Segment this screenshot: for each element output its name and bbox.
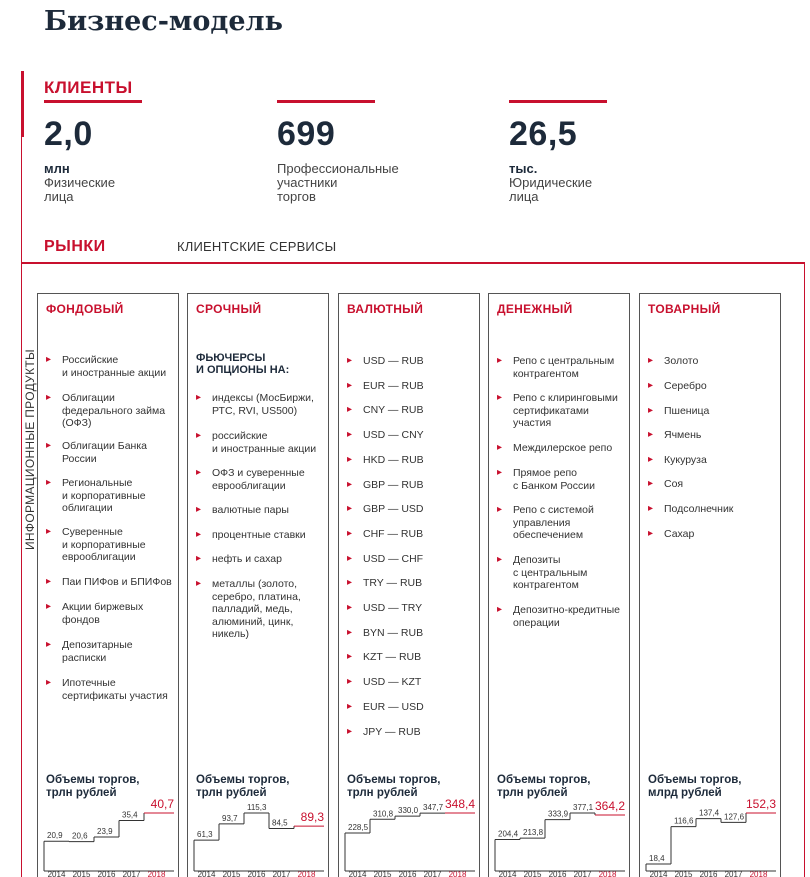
market-title: СРОЧНЫЙ	[196, 302, 262, 316]
list-item: ▸ Ипотечные сертификаты участия	[46, 677, 174, 702]
year-label: 2017	[122, 870, 141, 877]
market-title: ФОНДОВЫЙ	[46, 302, 124, 316]
value-label: 348,4	[444, 797, 475, 811]
list-item: ▸ индексы (МосБиржи, РТС, RVI, US500)	[196, 392, 324, 417]
volume-label: Объемы торгов, трлн рублей	[347, 774, 441, 799]
stat-label: Физические лица	[44, 175, 116, 204]
value-label: 347,7	[423, 803, 444, 813]
year-label: 2016	[398, 870, 417, 877]
value-label: 213,8	[523, 828, 544, 838]
year-label: 2018	[147, 870, 166, 877]
value-label: 20,6	[72, 831, 88, 841]
market-subhead: ФЬЮЧЕРСЫ И ОПЦИОНЫ НА:	[196, 352, 290, 376]
list-item: ▸ Соя	[648, 478, 776, 491]
list-item: ▸ Российские и иностранные акции	[46, 354, 174, 379]
value-label: 23,9	[97, 826, 113, 836]
list-item: ▸ Паи ПИФов и БПИФов	[46, 576, 174, 589]
market-column	[37, 293, 179, 877]
volume-label: Объемы торгов, трлн рублей	[196, 774, 290, 799]
volume-label: Объемы торгов, трлн рублей	[46, 774, 140, 799]
volume-chart	[489, 780, 631, 877]
volume-chart	[339, 780, 481, 877]
stat-value: 26,5	[509, 115, 578, 153]
list-item: ▸ HKD — RUB	[347, 454, 475, 467]
year-label: 2017	[724, 870, 743, 877]
value-label: 35,4	[122, 810, 138, 820]
list-item: ▸ Серебро	[648, 380, 776, 393]
list-item: ▸ Репо с центральным контрагентом	[497, 355, 625, 380]
list-item: ▸ Репо с клиринговыми сертификатами участия	[497, 392, 625, 430]
list-item: ▸ USD — RUB	[347, 355, 475, 368]
stat-label: Профессиональные участники торгов	[277, 161, 399, 204]
stat-value: 699	[277, 115, 336, 153]
tab-client-services[interactable]: КЛИЕНТСКИЕ СЕРВИСЫ	[177, 239, 337, 254]
value-label: 18,4	[649, 853, 665, 863]
list-item: ▸ Подсолнечник	[648, 503, 776, 516]
year-label: 2017	[423, 870, 442, 877]
stat-label: Юридические лица	[509, 175, 593, 204]
year-label: 2014	[348, 870, 367, 877]
list-item: ▸ Сахар	[648, 528, 776, 541]
list-item: ▸ металлы (золото, серебро, платина, палладий, медь, алюминий, цинк, никель)	[196, 578, 324, 641]
year-label: 2018	[598, 870, 617, 877]
market-title: ДЕНЕЖНЫЙ	[497, 302, 573, 316]
value-label: 61,3	[197, 830, 213, 840]
year-label: 2014	[47, 870, 66, 877]
left-border-line	[21, 137, 22, 877]
year-label: 2018	[448, 870, 467, 877]
value-label: 204,4	[498, 829, 519, 839]
list-item: ▸ Депозитарные расписки	[46, 639, 174, 664]
value-label: 116,6	[674, 816, 694, 826]
stat-unit: тыс.	[509, 161, 538, 176]
stat-individuals	[44, 114, 115, 204]
year-label: 2015	[72, 870, 91, 877]
value-label: 364,2	[594, 798, 625, 813]
year-label: 2018	[297, 870, 316, 877]
list-item: ▸ Региональные и корпоративные облигации	[46, 477, 174, 515]
tab-markets[interactable]: РЫНКИ	[44, 238, 106, 255]
year-label: 2015	[674, 870, 693, 877]
year-label: 2014	[649, 870, 668, 877]
list-item: ▸ GBP — USD	[347, 503, 475, 516]
year-label: 2015	[373, 870, 392, 877]
value-label: 333,9	[548, 809, 569, 819]
list-item: ▸ нефть и сахар	[196, 553, 324, 566]
value-label: 228,5	[348, 822, 369, 832]
year-label: 2017	[573, 870, 592, 877]
value-label: 93,7	[222, 813, 238, 823]
list-item: ▸ GBP — RUB	[347, 479, 475, 492]
volume-label: Объемы торгов, трлн рублей	[497, 774, 591, 799]
list-item: ▸ Акции биржевых фондов	[46, 601, 174, 626]
value-label: 115,3	[247, 803, 267, 812]
list-item: ▸ Золото	[648, 355, 776, 368]
clients-heading: КЛИЕНТЫ	[44, 78, 133, 97]
page-title: Бизнес-модель	[44, 6, 283, 37]
year-label: 2014	[498, 870, 517, 877]
list-item: ▸ российские и иностранные акции	[196, 430, 324, 455]
list-item: ▸ Кукуруза	[648, 454, 776, 467]
list-item: ▸ KZT — RUB	[347, 651, 475, 664]
clients-underline-2	[277, 100, 375, 103]
list-item: ▸ CHF — RUB	[347, 528, 475, 541]
value-label: 127,6	[724, 812, 745, 822]
year-label: 2014	[197, 870, 216, 877]
year-label: 2015	[222, 870, 241, 877]
market-title: ТОВАРНЫЙ	[648, 302, 721, 316]
year-label: 2016	[247, 870, 266, 877]
volume-chart	[38, 780, 180, 877]
list-item: ▸ Депозитно-кредитные операции	[497, 604, 625, 629]
list-item: ▸ EUR — USD	[347, 701, 475, 714]
stat-professionals	[277, 114, 399, 204]
year-label: 2016	[97, 870, 116, 877]
list-item: ▸ ОФЗ и суверенные еврооблигации	[196, 467, 324, 492]
year-label: 2016	[699, 870, 718, 877]
list-item: ▸ процентные ставки	[196, 529, 324, 542]
list-item: ▸ EUR — RUB	[347, 380, 475, 393]
value-label: 137,4	[699, 808, 720, 818]
list-item: ▸ Депозиты с центральным контрагентом	[497, 554, 625, 592]
stat-legal-entities	[509, 114, 592, 204]
list-item: ▸ Ячмень	[648, 429, 776, 442]
volume-label: Объемы торгов, млрд рублей	[648, 774, 742, 799]
value-label: 330,0	[398, 806, 419, 816]
list-item: ▸ USD — TRY	[347, 602, 475, 615]
list-item: ▸ Пшеница	[648, 405, 776, 418]
value-label: 20,9	[47, 831, 63, 841]
list-item: ▸ BYN — RUB	[347, 627, 475, 640]
clients-underline-3	[509, 100, 607, 103]
left-accent-bar	[21, 71, 24, 137]
list-item: ▸ Суверенные и корпоративные еврооблигации	[46, 526, 174, 564]
list-item: ▸ Междилерское репо	[497, 442, 625, 455]
value-label: 377,1	[573, 803, 594, 812]
list-item: ▸ TRY — RUB	[347, 577, 475, 590]
value-label: 89,3	[300, 810, 324, 825]
year-label: 2017	[272, 870, 291, 877]
clients-underline-1	[44, 100, 142, 103]
volume-chart	[188, 780, 330, 877]
value-label: 84,5	[272, 818, 288, 828]
market-column	[338, 293, 480, 877]
market-column	[187, 293, 329, 877]
info-products-text: ИНФОРМАЦИОННЫЕ ПРОДУКТЫ	[23, 349, 37, 550]
list-item: ▸ Репо с системой управления обеспечением	[497, 504, 625, 542]
list-item: ▸ JPY — RUB	[347, 726, 475, 739]
year-label: 2016	[548, 870, 567, 877]
right-border-line	[804, 262, 805, 877]
value-label: 40,7	[150, 797, 174, 811]
list-item: ▸ USD — CHF	[347, 553, 475, 566]
market-column	[488, 293, 630, 877]
year-label: 2015	[523, 870, 542, 877]
year-label: 2018	[749, 870, 768, 877]
volume-chart	[640, 780, 782, 877]
market-column	[639, 293, 781, 877]
stat-value: 2,0	[44, 115, 93, 153]
value-label: 152,3	[745, 797, 776, 811]
value-label: 310,8	[373, 809, 394, 819]
tabs-divider	[21, 262, 805, 264]
list-item: ▸ USD — KZT	[347, 676, 475, 689]
list-item: ▸ Облигации Банка России	[46, 440, 174, 465]
list-item: ▸ CNY — RUB	[347, 404, 475, 417]
list-item: ▸ Облигации федерального займа (ОФЗ)	[46, 392, 174, 430]
list-item: ▸ USD — CNY	[347, 429, 475, 442]
market-title: ВАЛЮТНЫЙ	[347, 302, 424, 316]
stat-unit: млн	[44, 161, 70, 176]
list-item: ▸ Прямое репо с Банком России	[497, 467, 625, 492]
list-item: ▸ валютные пары	[196, 504, 324, 517]
